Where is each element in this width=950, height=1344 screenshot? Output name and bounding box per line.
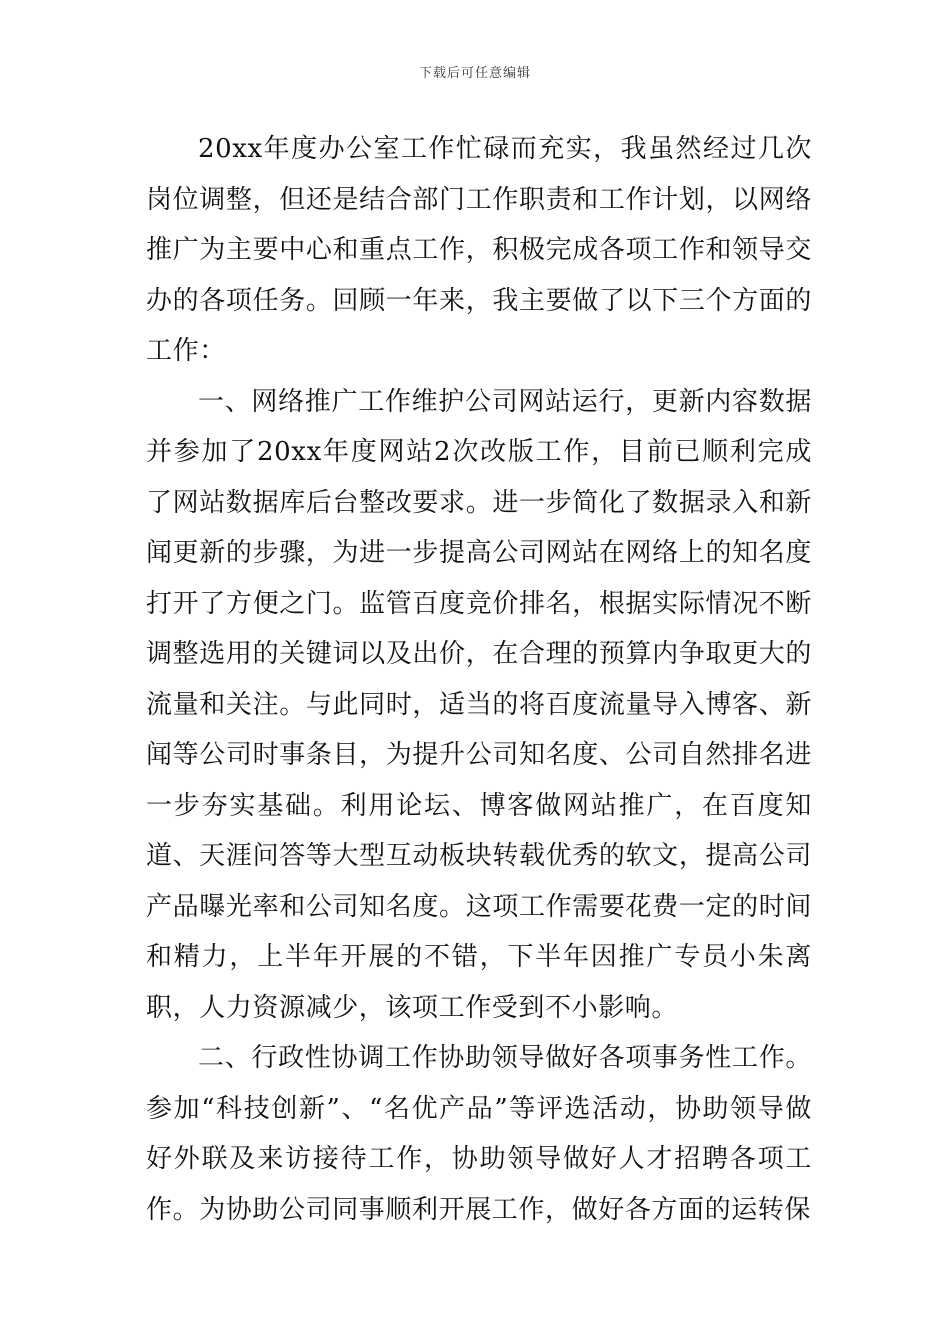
paragraph-administrative-coordination: 二、行政性协调工作协助领导做好各项事务性工作。参加“科技创新”、“名优产品”等评选活动，协助领导做好外联及来访接待工作，协助领导做好人才招聘各项工作。为协助公司同事顺利开展工作，做好各方面的运转保 [146,1043,812,1225]
document-body [146,124,812,1235]
paragraph-intro: 20xx年度办公室工作忙碌而充实，我虽然经过几次岗位调整，但还是结合部门工作职责和工作计划，以网络推广为主要中心和重点工作，积极完成各项工作和领导交办的各项任务。回顾一年来，我主要做了以下三个方面的工作： [146,134,812,366]
paragraph-network-promotion: 一、网络推广工作维护公司网站运行，更新内容数据并参加了20xx年度网站2次改版工作，目前已顺利完成了网站数据库后台整改要求。进一步简化了数据录入和新闻更新的步骤，为进一步提高公司网站在网络上的知名度打开了方便之门。监管百度竞价排名，根据实际情况不断调整选用的关键词以及出价，在合理的预算内争取更大的流量和关注。与此同时，适当的将百度流量导入博客、新闻等公司时事条目，为提升公司知名度、公司自然排名进一步夯实基础。利用论坛、博客做网站推广，在百度知道、天涯问答等大型互动板块转载优秀的软文，提高公司产品曝光率和公司知名度。这项工作需要花费一定的时间和精力，上半年开展的不错，下半年因推广专员小朱离职，人力资源减少，该项工作受到不小影响。 [146,386,812,1023]
header-note: 下载后可任意编辑 [418,66,531,81]
